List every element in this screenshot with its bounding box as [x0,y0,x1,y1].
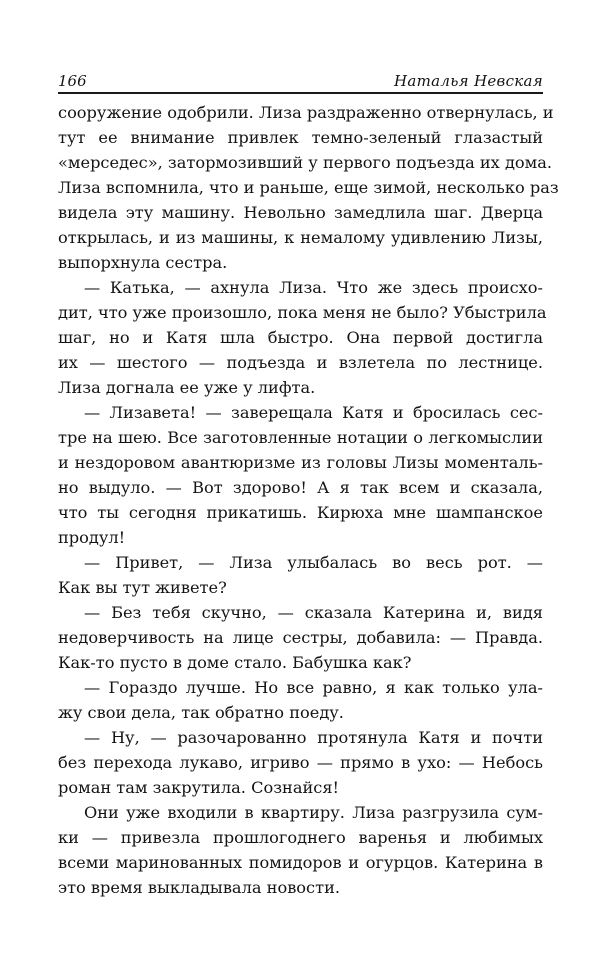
text-line: — Ну, — разочарованно протянула Катя и почти [84,728,543,747]
text-line: видела эту машину. Невольно замедлила шаг. Дверца [58,203,543,222]
text-line: дит, что уже произошло, пока меня не было? Убыстрила [58,303,547,322]
text-line: недоверчивость на лице сестры, добавила: — Правда. [58,628,543,647]
text-line: без перехода лукаво, игриво — прямо в ухо: — Небось [58,753,543,772]
text-line: но выдуло. — Вот здорово! А я так всем и сказала, [58,478,543,497]
text-line: — Без тебя скучно, — сказала Катерина и, видя [84,603,543,622]
text-line: жу свои дела, так обратно поеду. [58,703,344,722]
page-number: 166 [58,72,87,90]
text-line: Они уже входили в квартиру. Лиза разгрузила сум- [84,803,543,822]
paragraph [58,600,543,675]
text-line: открылась, и из машины, к немалому удивлению Лизы, [58,228,543,247]
header-rule [58,92,543,94]
text-line: выпорхнула сестра. [58,253,228,272]
text-line: что ты сегодня прикатишь. Кирюха мне шампанское [58,503,543,522]
text-line: роман там закрутила. Сознайся! [58,778,340,797]
text-line: — Гораздо лучше. Но все равно, я как только ула- [84,678,543,697]
text-line: сооружение одобрили. Лиза раздраженно отвернулась, и [58,103,554,122]
text-line: Лиза вспомнила, что и раньше, еще зимой, несколько раз [58,178,559,197]
text-line: и нездоровом авантюризме из головы Лизы моменталь- [58,453,543,472]
text-line: их — шестого — подъезда и взлетела по лестнице. [58,353,543,372]
text-line: всеми маринованных помидоров и огурцов. Катерина в [58,853,543,872]
text-line: продул! [58,528,126,547]
paragraph [58,675,543,725]
page-header [58,72,543,90]
paragraph [58,800,543,900]
text-line: Как вы тут живете? [58,578,227,597]
text-line: Как-то пусто в доме стало. Бабушка как? [58,653,412,672]
paragraph [58,550,543,600]
text-line: — Катька, — ахнула Лиза. Что же здесь происхо- [84,278,543,297]
paragraph [58,100,559,275]
text-line: шаг, но и Катя шла быстро. Она первой достигла [58,328,543,347]
paragraph [58,725,543,800]
text-line: «мерседес», затормозивший у первого подъезда их дома. [58,153,553,172]
paragraph [58,275,547,400]
text-line: — Лизавета! — заверещала Катя и бросилась сес- [84,403,543,422]
text-line: тре на шею. Все заготовленные нотации о легкомыслии [58,428,543,447]
text-line: ки — привезла прошлогоднего варенья и любимых [58,828,543,847]
paragraph [58,400,543,550]
body-text [58,100,559,900]
text-line: — Привет, — Лиза улыбалась во весь рот. — [84,553,543,572]
text-line: Лиза догнала ее уже у лифта. [58,378,316,397]
text-line: это время выкладывала новости. [58,878,341,897]
text-line: тут ее внимание привлек темно-зеленый глазастый [58,128,543,147]
running-title: Наталья Невская [393,72,543,90]
